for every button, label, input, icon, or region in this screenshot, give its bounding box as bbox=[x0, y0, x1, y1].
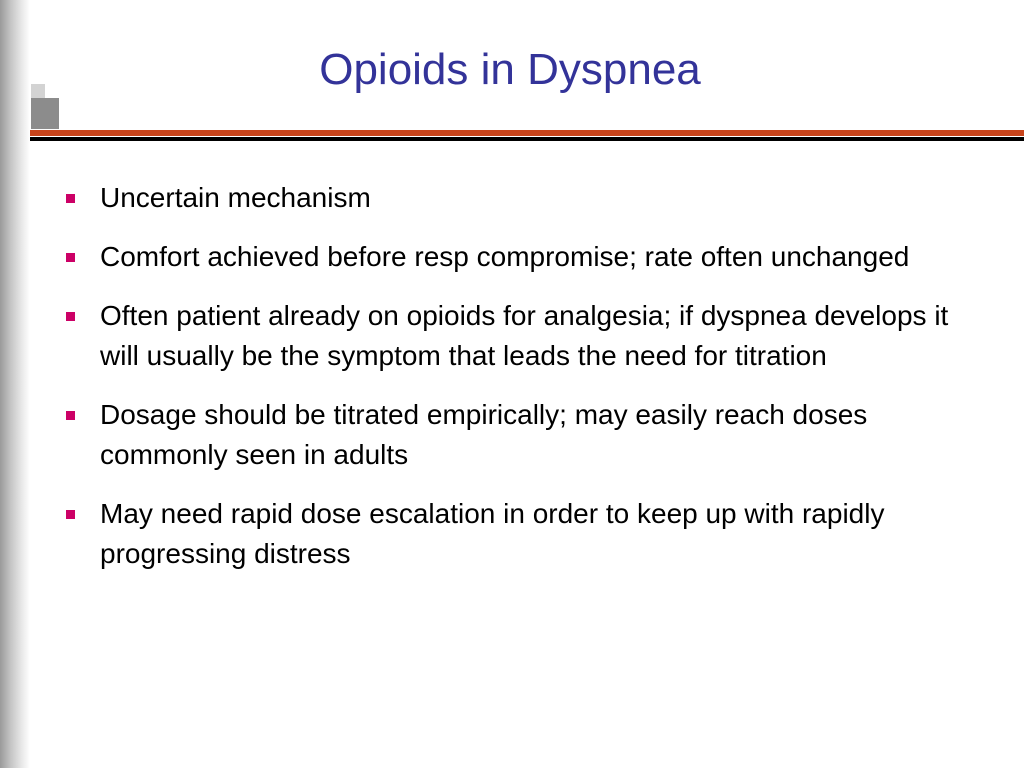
bullet-text: May need rapid dose escalation in order to keep up with rapidly progressing distress bbox=[100, 498, 885, 569]
bullet-text: Dosage should be titrated empirically; may easily reach doses commonly seen in adults bbox=[100, 399, 868, 470]
bullet-item bbox=[60, 395, 980, 475]
decorative-square-light bbox=[31, 84, 45, 98]
bullet-text: Comfort achieved before resp compromise; rate often unchanged bbox=[100, 241, 910, 272]
bullet-item bbox=[60, 178, 980, 218]
bullet-item bbox=[60, 296, 980, 376]
title-rule-black bbox=[30, 137, 1024, 141]
square-bullet-icon bbox=[66, 510, 75, 519]
bullet-item bbox=[60, 237, 980, 277]
bullet-text: Uncertain mechanism bbox=[100, 182, 371, 213]
square-bullet-icon bbox=[66, 194, 75, 203]
bullet-item bbox=[60, 494, 980, 574]
square-bullet-icon bbox=[66, 411, 75, 420]
title-rule-orange bbox=[30, 130, 1024, 136]
decorative-square-dark bbox=[31, 98, 59, 129]
bullet-text: Often patient already on opioids for analgesia; if dyspnea develops it will usually be the symptom that leads the need for titration bbox=[100, 300, 949, 371]
bullet-list bbox=[60, 178, 980, 593]
left-gradient-bar bbox=[0, 0, 30, 768]
slide-title: Opioids in Dyspnea bbox=[319, 45, 701, 94]
square-bullet-icon bbox=[66, 312, 75, 321]
square-bullet-icon bbox=[66, 253, 75, 262]
